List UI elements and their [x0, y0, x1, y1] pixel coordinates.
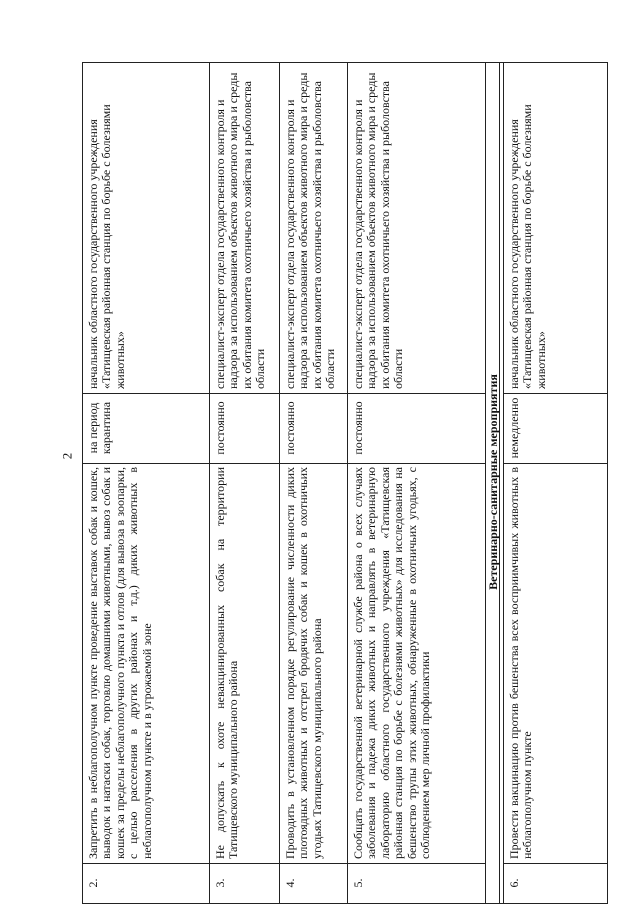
num-cell-wrap: [348, 863, 485, 903]
num-cell-wrap: [83, 863, 209, 903]
responsible-cell: специалист-эксперт отдела государственного контроля и надзора за использованием объектов животного мира и среды их обитания комитета охотничьего хозяйства и рыболовства области: [283, 72, 338, 389]
responsible-cell: специалист-эксперт отдела государственного контроля и надзора за использованием объектов животного мира и среды их обитания комитета охотничьего хозяйства и рыболовства области: [213, 72, 268, 389]
row-number: 5.: [351, 878, 365, 888]
row-number: 2.: [86, 878, 100, 888]
responsible-cell: начальник областного государственного учреждения «Татищевская районная станция по борьбе с болезнями животных»: [507, 104, 548, 389]
term-cell: постоянно: [351, 401, 365, 455]
table-row: [210, 63, 279, 393]
num-cell-wrap: [504, 863, 607, 903]
term-cell-wrap: [210, 393, 279, 463]
measures-table: [82, 62, 608, 904]
measure-cell: Проводить в установленном порядке регулирование численности диких плотоядных животных и отстрел бродячих собак и кошек в охотничьих угодьях Татищевского муниципального района: [283, 467, 324, 859]
measure-cell: Провести вакцинацию против бешенства всех восприимчивых животных в неблагополучном пункте: [507, 467, 535, 859]
measure-cell: Сообщать государственной ветеринарной службе района о всех случаях заболевания и падежа диких животных и направлять в ветеринарную лабораторию областного государственного учреждения «Татищевская районная станция по борьбе с болезнями животных» для исследования на бешенство трупы этих животных, обнаруженные в охотничьих угодьях, с соблюдением мер личной профилактики: [351, 467, 433, 859]
table-row: [83, 63, 209, 393]
term-cell: немедленно: [507, 397, 521, 459]
row-number: 3.: [213, 878, 227, 888]
page-number: 2: [59, 452, 75, 460]
row-number: 4.: [283, 878, 297, 888]
measure-cell-wrap: [504, 463, 607, 863]
num-cell-wrap: [210, 863, 279, 903]
responsible-cell: начальник областного государственного учреждения «Татищевская районная станция по борьбе с болезнями животных»: [86, 104, 127, 389]
term-cell-wrap: [280, 393, 347, 463]
table-row: [348, 63, 485, 393]
measure-cell-wrap: [210, 463, 279, 863]
section-heading-row: [486, 63, 500, 903]
term-cell: постоянно: [213, 401, 227, 455]
table-row: [504, 63, 607, 393]
term-cell-wrap: [348, 393, 485, 463]
term-cell: на период карантина: [86, 401, 114, 455]
term-cell: постоянно: [283, 401, 297, 455]
measure-cell: Запретить в неблагополучном пункте проведение выставок собак и кошек, выводок и натаски собак, торговлю домашними животными, вывоз собак и кошек за пределы неблагополучного пункта и отлов (для вывоза в зоопарки, с целью расселения в других районах и т.д.) диких животных в неблагополучном пункте и в угрожаемой зоне: [86, 467, 154, 859]
responsible-cell: специалист-эксперт отдела государственного контроля и надзора за использованием объектов животного мира и среды их обитания комитета охотничьего хозяйства и рыболовства области: [351, 72, 406, 389]
measure-cell-wrap: [83, 463, 209, 863]
term-cell-wrap: [504, 393, 607, 463]
measure-cell-wrap: [280, 463, 347, 863]
measure-cell: Не допускать к охоте невакцинированных собак на территории Татищевского муниципального района: [213, 467, 241, 859]
term-cell-wrap: [83, 393, 209, 463]
row-number: 6.: [507, 878, 521, 888]
num-cell-wrap: [280, 863, 347, 903]
measure-cell-wrap: [348, 463, 485, 863]
table-row: [280, 63, 347, 393]
section-heading: Ветеринарно-санитарные мероприятия: [486, 374, 500, 590]
